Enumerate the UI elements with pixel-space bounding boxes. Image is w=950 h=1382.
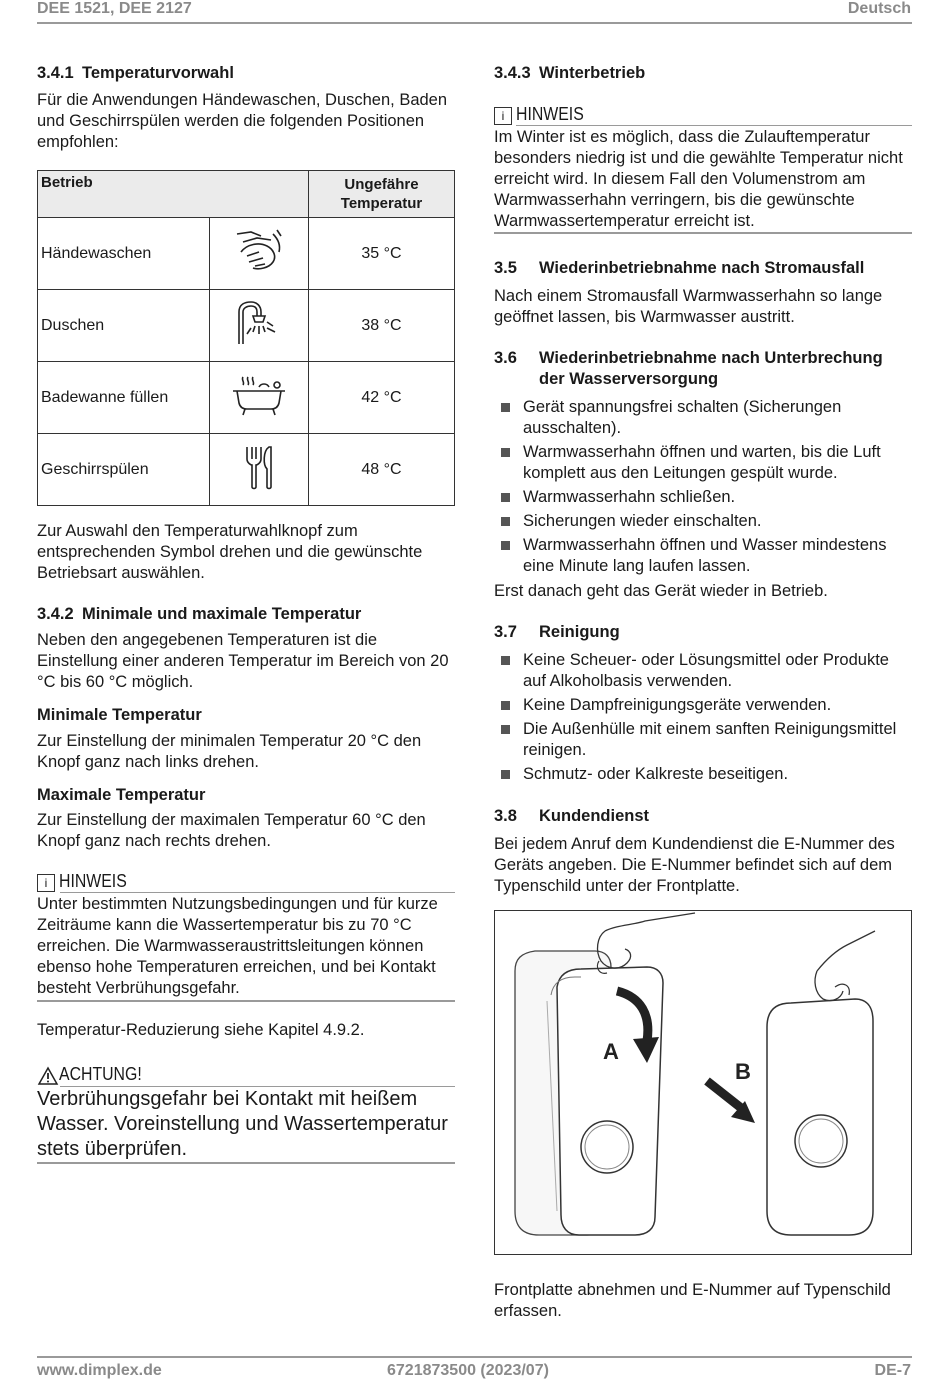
section-3-6-after: Erst danach geht das Gerät wieder in Betrieb.	[494, 582, 828, 600]
section-3-4-1-intro: Für die Anwendungen Händewaschen, Duschen, Baden und Geschirrspülen werden die folgenden Positionen empfohlen:	[37, 91, 448, 151]
row-temp: 38 °C	[309, 290, 455, 362]
label-a: A	[603, 1039, 619, 1064]
hand-washing-icon	[210, 218, 309, 290]
row-temp: 48 °C	[309, 434, 455, 506]
section-3-4-1-heading: 3.4.1 Temperaturvorwahl	[37, 64, 234, 82]
figure-caption: Frontplatte abnehmen und E-Nummer auf Typenschild erfassen.	[494, 1281, 891, 1320]
hint-text-right: Im Winter ist es möglich, dass die Zulauftemperatur besonders niedrig ist und die gewählte Temperatur nicht erreicht wird. In diesem Fall den Volumenstrom am Warmwasserhahn verringern, bis die gewünschte Warmwassertemperatur erreicht ist.	[494, 128, 903, 230]
header-doc-title: DEE 1521, DEE 2127	[37, 0, 192, 17]
hint-title-right: i HINWEIS	[494, 104, 593, 125]
table-header-row	[38, 171, 455, 218]
max-temp-text: Zur Einstellung der maximalen Temperatur 60 °C den Knopf ganz nach rechts drehen.	[37, 811, 426, 850]
max-temp-heading: Maximale Temperatur	[37, 786, 206, 804]
table-header-betrieb: Betrieb	[38, 171, 309, 218]
table-row	[38, 218, 455, 290]
warning-rule-bottom	[37, 1162, 455, 1164]
footer-rule	[37, 1356, 912, 1358]
footer-doc-number: 6721873500 (2023/07)	[387, 1362, 549, 1379]
front-panel-figure	[494, 910, 912, 1255]
hint-rule-bottom	[494, 232, 912, 234]
list-item: Gerät spannungsfrei schalten (Sicherungen ausschalten).	[494, 397, 914, 439]
footer-url: www.dimplex.de	[37, 1362, 162, 1379]
warning-text: Verbrühungsgefahr bei Kontakt mit heißem Wasser. Voreinstellung und Wassertemperatur stets überprüfen.	[37, 1088, 448, 1160]
row-temp: 42 °C	[309, 362, 455, 434]
section-3-7-heading: 3.7 Reinigung	[494, 623, 620, 641]
table-row	[38, 290, 455, 362]
section-3-4-3-heading: 3.4.3 Winterbetrieb	[494, 64, 646, 82]
after-table-text: Zur Auswahl den Temperaturwahlknopf zum entsprechenden Symbol drehen und die gewünschte Betriebsart auswählen.	[37, 522, 423, 582]
list-item: Sicherungen wieder einschalten.	[494, 511, 914, 532]
header-language: Deutsch	[847, 0, 911, 17]
section-3-6-heading: 3.6 Wiederinbetriebnahme nach Unterbrechung der Wasserversorgung	[494, 349, 883, 388]
row-label: Geschirrspülen	[38, 434, 210, 506]
list-item: Keine Dampfreinigungsgeräte verwenden.	[494, 695, 914, 716]
row-temp: 35 °C	[309, 218, 455, 290]
min-temp-text: Zur Einstellung der minimalen Temperatur 20 °C den Knopf ganz nach links drehen.	[37, 732, 422, 771]
warning-title: ACHTUNG!	[37, 1064, 153, 1086]
header-rule	[37, 22, 912, 24]
list-item: Die Außenhülle mit einem sanften Reinigungsmittel reinigen.	[494, 719, 914, 761]
hint-rule-bottom	[37, 1000, 455, 1002]
hint-rule-top	[60, 892, 455, 893]
section-3-8-heading: 3.8 Kundendienst	[494, 807, 649, 825]
section-3-7-list	[494, 650, 914, 788]
hint-rule-top	[516, 125, 912, 126]
row-label: Duschen	[38, 290, 210, 362]
section-3-4-2-text: Neben den angegebenen Temperaturen ist die Einstellung einer anderen Temperatur im Bereich von 20 °C bis 60 °C möglich.	[37, 631, 449, 691]
shower-icon	[210, 290, 309, 362]
cutlery-icon	[210, 434, 309, 506]
list-item: Warmwasserhahn öffnen und Wasser mindestens eine Minute lang laufen lassen.	[494, 535, 914, 577]
list-item: Warmwasserhahn öffnen und warten, bis die Luft komplett aus den Leitungen gespült wurde.	[494, 442, 914, 484]
hint-title-left: i HINWEIS	[37, 871, 136, 892]
info-icon: i	[494, 107, 512, 125]
warning-icon	[37, 1066, 59, 1086]
info-icon: i	[37, 874, 55, 892]
table-header-temperature: Ungefähre Temperatur	[309, 171, 455, 218]
reduction-text: Temperatur-Reduzierung siehe Kapitel 4.9.2.	[37, 1021, 365, 1039]
section-3-4-2-heading: 3.4.2 Minimale und maximale Temperatur	[37, 605, 362, 623]
row-label: Badewanne füllen	[38, 362, 210, 434]
bathtub-icon	[210, 362, 309, 434]
row-label: Händewaschen	[38, 218, 210, 290]
list-item: Schmutz- oder Kalkreste beseitigen.	[494, 764, 914, 785]
table-row	[38, 434, 455, 506]
footer-page-number: DE-7	[874, 1362, 911, 1379]
section-3-8-text: Bei jedem Anruf dem Kundendienst die E-Nummer des Geräts angeben. Die E-Nummer befindet sich auf dem Typenschild unter der Frontplatte.	[494, 835, 895, 895]
list-item: Keine Scheuer- oder Lösungsmittel oder Produkte auf Alkoholbasis verwenden.	[494, 650, 914, 692]
front-panel-illustration	[495, 911, 911, 1254]
temperature-table	[37, 170, 455, 506]
section-3-5-heading: 3.5 Wiederinbetriebnahme nach Stromausfall	[494, 259, 865, 277]
min-temp-heading: Minimale Temperatur	[37, 706, 202, 724]
hint-text-left: Unter bestimmten Nutzungsbedingungen und für kurze Zeiträume kann die Wassertemperatur bis zu 70 °C erreichen. Die Warmwasseraustrittsleitungen können ebenso hohe Temperaturen erreichen, und bei Kontakt besteht Verbrühungsgefahr.	[37, 895, 438, 997]
table-row	[38, 362, 455, 434]
section-3-6-list	[494, 397, 914, 580]
list-item: Warmwasserhahn schließen.	[494, 487, 914, 508]
section-3-5-text: Nach einem Stromausfall Warmwasserhahn so lange geöffnet lassen, bis Warmwasser austritt.	[494, 287, 883, 326]
label-b: B	[735, 1059, 751, 1084]
